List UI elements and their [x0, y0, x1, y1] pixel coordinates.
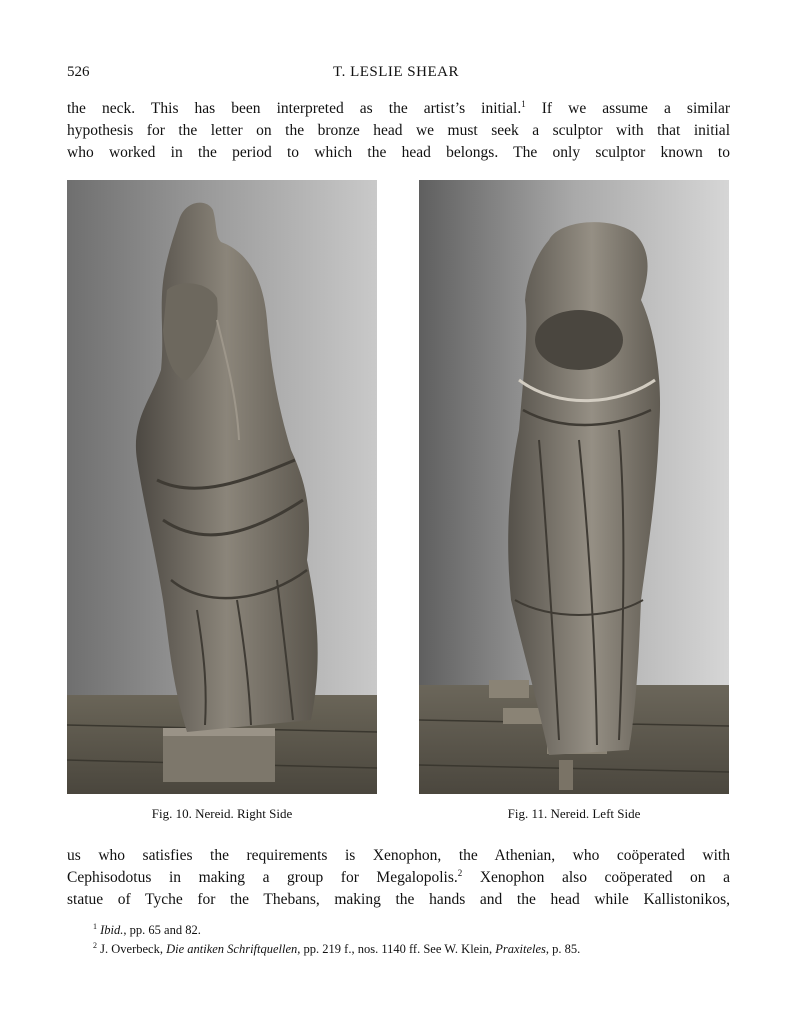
footnote-text: , p. 85.: [545, 942, 581, 956]
footnote-1: [93, 921, 733, 940]
footnote-number: 1: [93, 921, 97, 931]
text-run: the neck. This has been interpreted as the artist’s initial.: [67, 100, 522, 117]
footnote-text: , pp. 65 and 82.: [123, 923, 201, 937]
text-line: hypothesis for the letter on the bronze head we must seek a sculptor with that initial: [67, 122, 730, 139]
paragraph-top: [67, 98, 730, 164]
figure-10-caption: Fig. 10. Nereid. Right Side: [151, 806, 293, 821]
figure-11-caption: Fig. 11. Nereid. Left Side: [507, 806, 641, 821]
text-run: If we assume a similar: [525, 100, 730, 117]
text-line: who worked in the period to which the head belongs. The only sculptor known to: [67, 144, 730, 161]
text-run: Xenophon also coöperated on a: [462, 869, 730, 886]
figure-nereid-left-side: [419, 180, 729, 794]
text-line: [67, 867, 730, 889]
footnote-number: 2: [93, 940, 97, 950]
text-line: statue of Tyche for the Thebans, making the hands and the head while Kallistonikos,: [67, 891, 730, 908]
footnote-italic: Praxiteles: [495, 942, 546, 956]
footnote-ref[interactable]: 1: [521, 98, 526, 109]
paragraph-bottom: [67, 845, 730, 911]
footnote-2: [93, 940, 733, 959]
footnote-italic: Ibid.: [100, 923, 124, 937]
running-head: T. LESLIE SHEAR: [333, 64, 459, 80]
text-line: [67, 98, 730, 120]
footnote-text: J. Overbeck,: [100, 942, 167, 956]
footnote-italic: Die antiken Schriftquellen: [166, 942, 298, 956]
footnote-text: , pp. 219 f., nos. 1140 ff. See W. Klein,: [297, 942, 496, 956]
text-line: us who satisfies the requirements is Xenophon, the Athenian, who coöperated with: [67, 847, 730, 864]
figure-nereid-right-side: [67, 180, 377, 794]
page-number: 526: [67, 64, 90, 80]
text-run: Cephisodotus in making a group for Megalopolis.: [67, 869, 458, 886]
footnotes: [93, 921, 733, 959]
footnote-ref[interactable]: 2: [457, 867, 463, 878]
